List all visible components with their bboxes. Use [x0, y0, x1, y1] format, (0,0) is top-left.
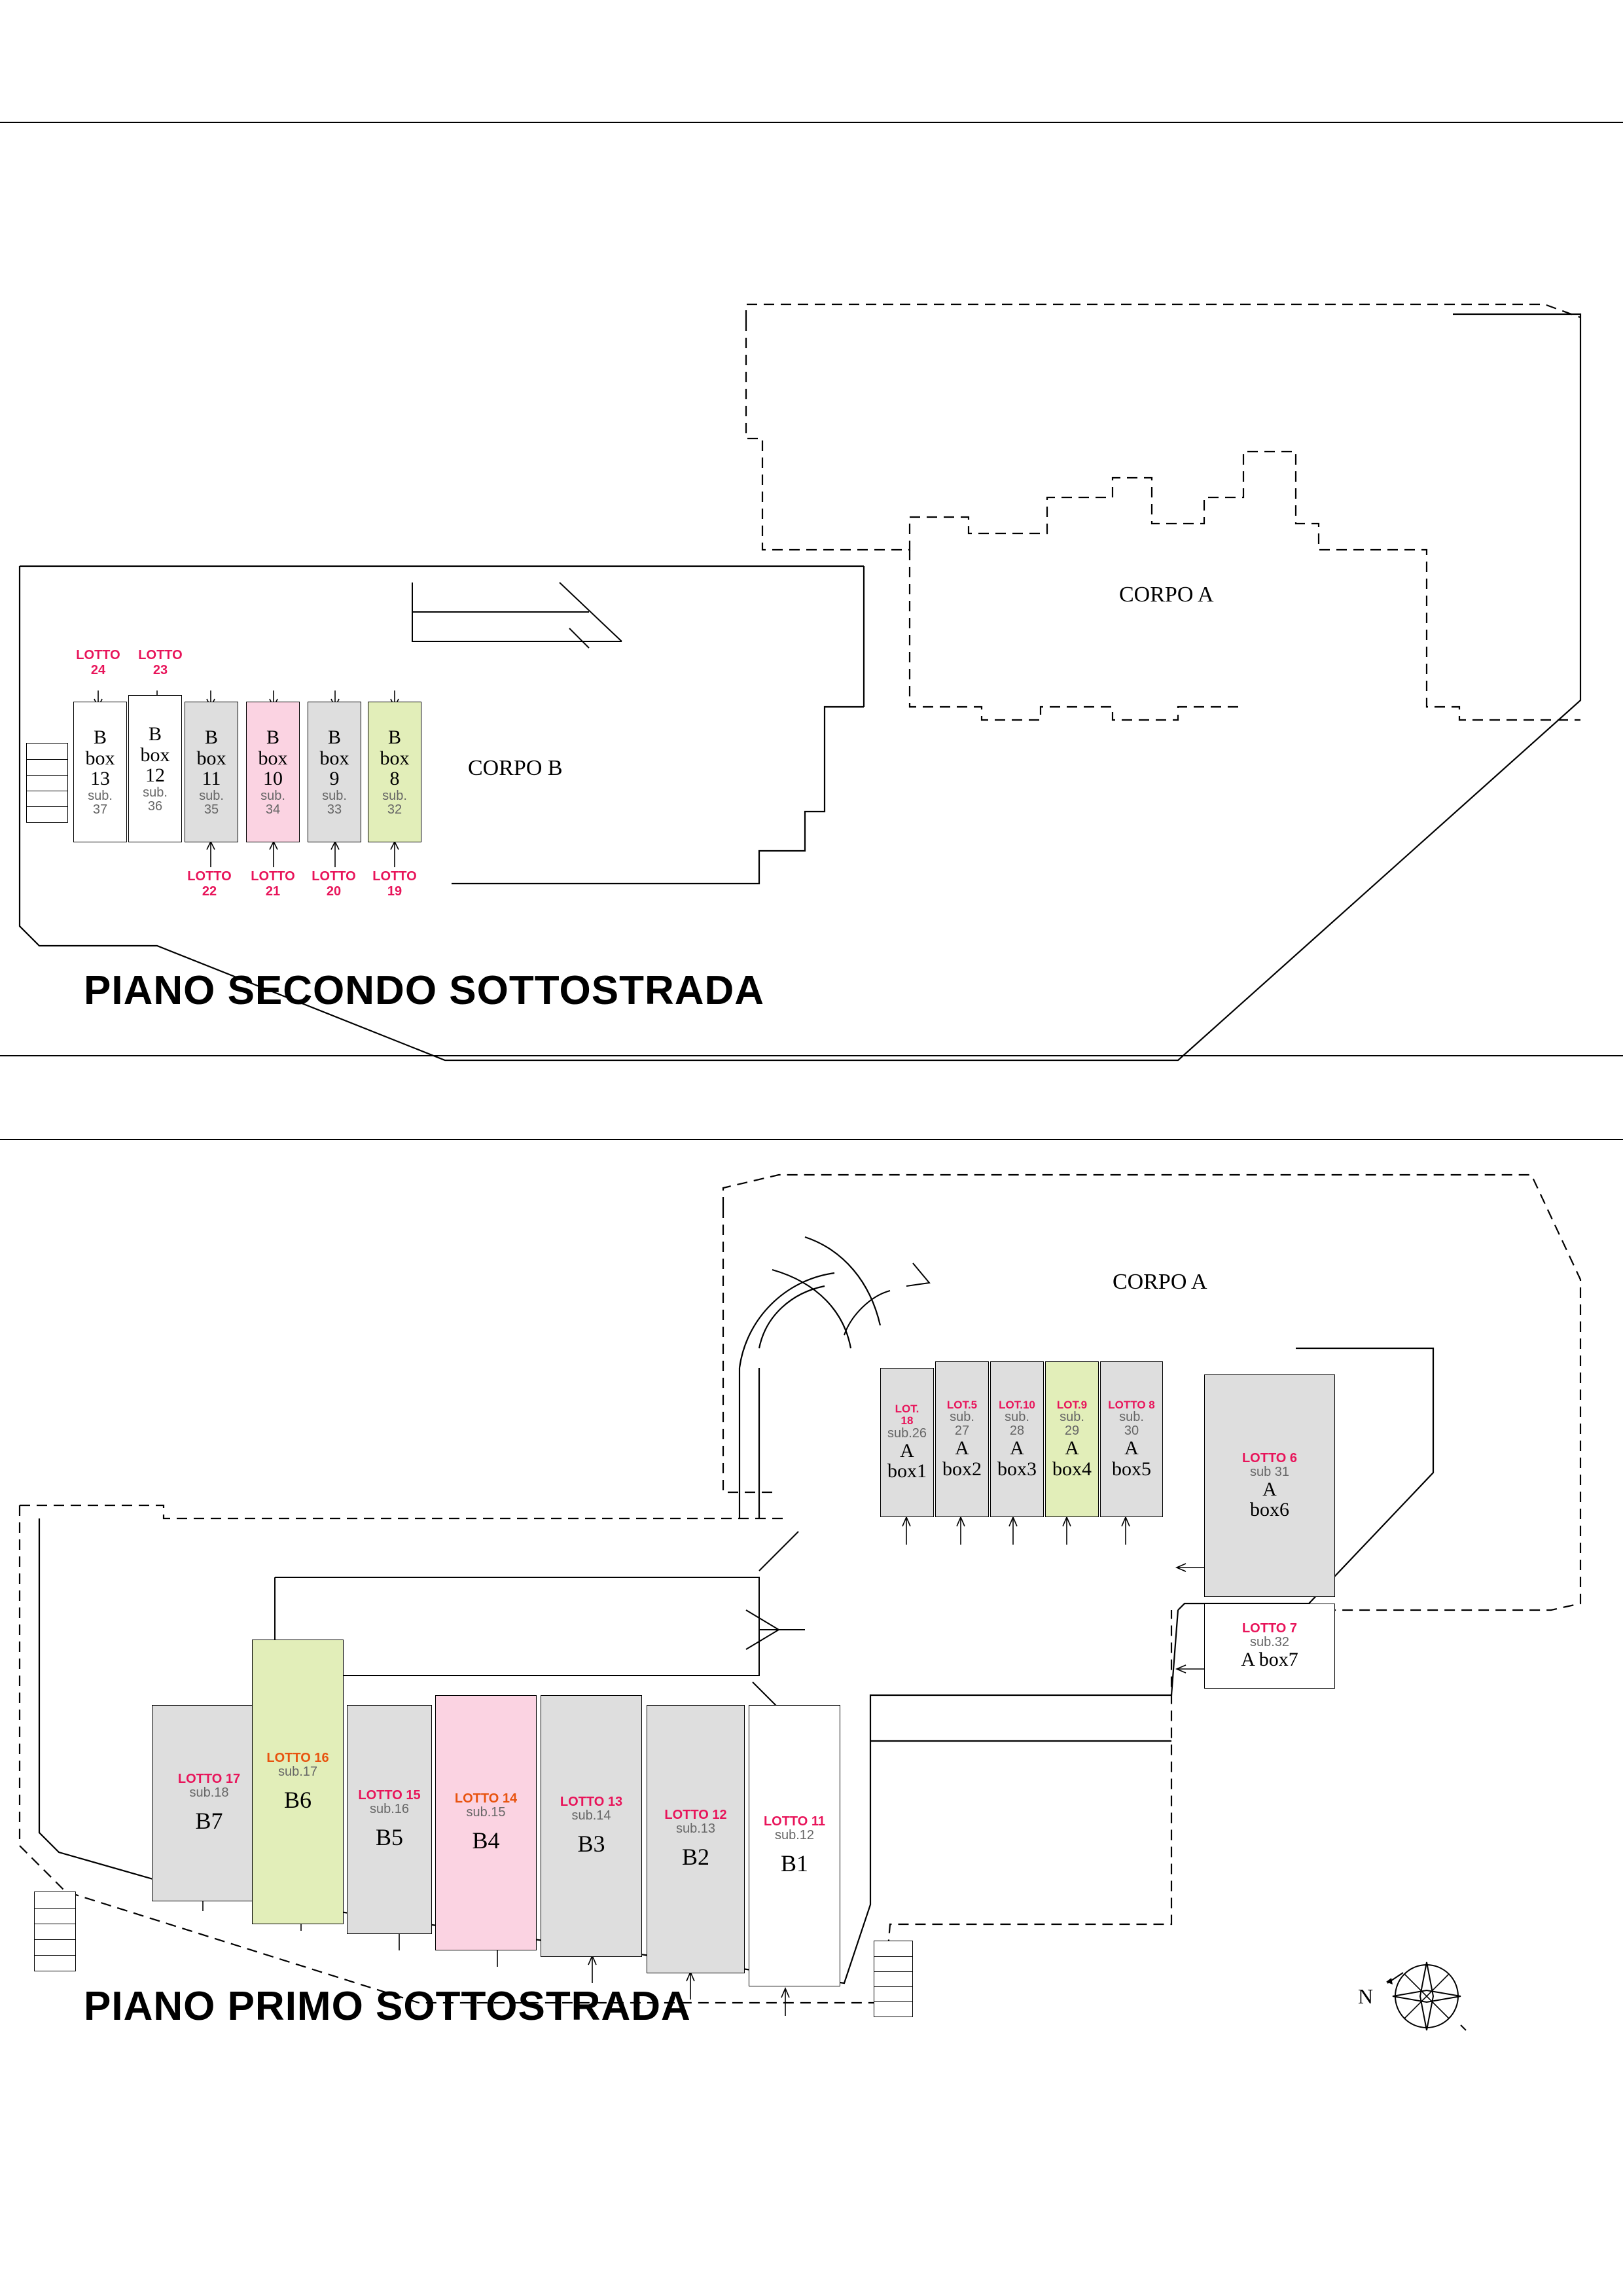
box-b2-sub: sub.13 [675, 1821, 716, 1837]
lotto-tag-20-number: 20 [326, 884, 342, 899]
box-a4-letter: A [1065, 1437, 1079, 1460]
box-a2-sub: 27 [954, 1424, 970, 1439]
box-a6[interactable] [1204, 1374, 1335, 1597]
lotto-tag-23-label: LOTTO [138, 648, 183, 662]
box-b3-sub: sub.14 [571, 1808, 611, 1823]
page-title-first: PIANO PRIMO SOTTOSTRADA [84, 1984, 691, 2029]
box-b7-name: B7 [195, 1808, 223, 1835]
box-a4-box: box4 [1052, 1458, 1092, 1480]
plan-piano-primo-sottostrada [0, 1152, 1623, 2101]
box-b3[interactable] [541, 1695, 642, 1957]
box-a1-lotto-number: 18 [901, 1414, 914, 1427]
box-a1-box: box1 [887, 1460, 927, 1482]
stair-block-first-right [874, 1941, 913, 2017]
box-b10-sub-label: sub. [260, 788, 285, 803]
box-a7-lotto: LOTTO 7 [1241, 1621, 1298, 1636]
box-b2-name: B2 [681, 1844, 709, 1871]
box-a3-sub: 28 [1009, 1424, 1025, 1439]
box-a4[interactable] [1045, 1361, 1099, 1517]
box-b1[interactable] [749, 1705, 840, 1986]
lotto-tag-22-number: 22 [202, 884, 217, 899]
lotto-tag-19-number: 19 [387, 884, 402, 899]
box-a6-letter: A [1262, 1478, 1277, 1500]
box-b9-sub: 33 [327, 802, 342, 817]
box-b11-sub-label: sub. [199, 788, 224, 803]
corpo-a-label-first: CORPO A [1113, 1270, 1207, 1294]
box-b12-box: box [140, 744, 170, 766]
lotto-tag-23 [124, 648, 196, 678]
lotto-tag-20-label: LOTTO [312, 869, 356, 884]
box-b1-sub: sub.12 [774, 1828, 815, 1843]
box-a1[interactable] [880, 1368, 934, 1517]
box-b5-lotto: LOTTO 15 [358, 1788, 421, 1803]
box-b12-number: 12 [145, 764, 165, 787]
box-a6-box: box6 [1250, 1499, 1289, 1520]
box-b13-box: box [85, 747, 115, 769]
box-b10[interactable] [246, 702, 300, 842]
lotto-tag-22 [173, 869, 245, 899]
box-b7-lotto: LOTTO 17 [177, 1772, 241, 1787]
box-b13-sub-label: sub. [88, 788, 113, 803]
box-b8-sub-label: sub. [382, 788, 407, 803]
box-b12[interactable] [128, 695, 182, 842]
box-b11-box: box [196, 747, 226, 769]
box-b8-sub: 32 [387, 802, 402, 817]
corpo-a-label-second: CORPO A [1119, 583, 1214, 607]
plan-piano-secondo-sottostrada [0, 131, 1623, 1014]
box-a7-sub: sub.32 [1249, 1635, 1290, 1650]
box-b6-sub: sub.17 [277, 1764, 318, 1779]
lotto-tag-24 [62, 648, 134, 678]
box-b8-box: box [380, 747, 410, 769]
box-b10-sub: 34 [265, 802, 281, 817]
box-a6-sub: sub 31 [1249, 1464, 1290, 1479]
box-b3-lotto: LOTTO 13 [560, 1795, 623, 1810]
box-b1-lotto: LOTTO 11 [763, 1814, 826, 1829]
box-b8-number: 8 [389, 768, 400, 790]
box-a3[interactable] [990, 1361, 1044, 1517]
box-a5-sub-label: sub. [1119, 1410, 1144, 1425]
lotto-tag-23-number: 23 [152, 663, 168, 677]
box-a2-letter: A [955, 1437, 969, 1460]
box-a2-box: box2 [942, 1458, 982, 1480]
box-b13[interactable] [73, 702, 127, 842]
box-b5-sub: sub.16 [369, 1802, 410, 1817]
box-b9-box: box [319, 747, 349, 769]
corpo-b-label-second: CORPO B [468, 756, 563, 780]
box-a5-lotto: LOTTO 8 [1108, 1398, 1155, 1411]
box-a4-lotto: LOT.9 [1056, 1398, 1088, 1411]
box-a3-sub-label: sub. [1005, 1410, 1029, 1425]
box-b6[interactable] [252, 1640, 344, 1924]
box-b13-number: 13 [90, 768, 110, 790]
box-b9[interactable] [308, 702, 361, 842]
box-b5[interactable] [347, 1705, 432, 1934]
box-b12-sub-label: sub. [143, 785, 168, 800]
box-b2[interactable] [647, 1705, 745, 1973]
box-b10-box: box [258, 747, 288, 769]
box-b8-letter: B [387, 726, 401, 749]
box-b9-number: 9 [329, 768, 340, 790]
box-b5-name: B5 [375, 1824, 403, 1851]
box-a7[interactable] [1204, 1604, 1335, 1689]
compass-north-label: N [1358, 1984, 1374, 2008]
box-b4-sub: sub.15 [466, 1805, 506, 1820]
box-b12-sub: 36 [147, 798, 163, 814]
stair-block-first [34, 1892, 76, 1971]
box-a5[interactable] [1100, 1361, 1163, 1517]
box-a1-lotto: LOT. [895, 1403, 919, 1416]
box-b11-letter: B [204, 726, 218, 749]
sheet-divider-middle-2 [0, 1139, 1623, 1140]
box-a3-lotto: LOT.10 [999, 1398, 1035, 1411]
box-a4-sub-label: sub. [1060, 1410, 1084, 1425]
lotto-tag-19 [359, 869, 431, 899]
box-a7-letter: A box7 [1241, 1649, 1298, 1671]
box-b1-name: B1 [780, 1850, 808, 1877]
box-a1-sub: sub.26 [887, 1426, 927, 1441]
lotto-tag-21-number: 21 [265, 884, 281, 899]
box-b13-letter: B [93, 726, 107, 749]
sheet-divider-top [0, 122, 1623, 123]
box-b9-sub-label: sub. [322, 788, 347, 803]
lotto-tag-24-number: 24 [90, 663, 106, 677]
box-a6-lotto: LOTTO 6 [1241, 1450, 1298, 1465]
sheet-divider-middle [0, 1055, 1623, 1056]
box-a3-box: box3 [997, 1458, 1037, 1480]
box-a3-letter: A [1010, 1437, 1024, 1460]
box-a2[interactable] [935, 1361, 989, 1517]
lotto-tag-21-label: LOTTO [251, 869, 295, 884]
box-b4[interactable] [435, 1695, 537, 1950]
box-b7-sub: sub.18 [189, 1785, 229, 1801]
box-a5-letter: A [1124, 1437, 1139, 1460]
box-b13-sub: 37 [92, 802, 108, 817]
box-b3-name: B3 [577, 1831, 605, 1857]
box-b9-letter: B [327, 726, 341, 749]
box-b11-sub: 35 [204, 802, 219, 817]
lotto-tag-22-label: LOTTO [187, 869, 232, 884]
box-a1-letter: A [900, 1439, 914, 1462]
box-a2-sub-label: sub. [950, 1410, 974, 1425]
box-b6-name: B6 [283, 1786, 312, 1813]
box-b11-number: 11 [202, 768, 221, 790]
box-a2-lotto: LOT.5 [946, 1398, 978, 1411]
box-b10-letter: B [266, 726, 279, 749]
box-b4-name: B4 [472, 1827, 500, 1854]
box-b8[interactable] [368, 702, 421, 842]
stair-block-second [26, 743, 68, 823]
box-b4-lotto: LOTTO 14 [454, 1791, 518, 1806]
box-a5-sub: 30 [1124, 1424, 1139, 1439]
lotto-tag-19-label: LOTTO [372, 869, 417, 884]
box-b6-lotto: LOTTO 16 [266, 1750, 329, 1765]
box-b7[interactable] [152, 1705, 266, 1901]
box-b2-lotto: LOTTO 12 [664, 1808, 727, 1823]
box-a5-box: box5 [1112, 1458, 1151, 1480]
page-title-second: PIANO SECONDO SOTTOSTRADA [84, 968, 765, 1013]
box-b12-letter: B [148, 723, 162, 745]
box-b11[interactable] [185, 702, 238, 842]
box-a4-sub: 29 [1064, 1424, 1080, 1439]
box-b10-number: 10 [263, 768, 283, 790]
lotto-tag-24-label: LOTTO [76, 648, 120, 662]
